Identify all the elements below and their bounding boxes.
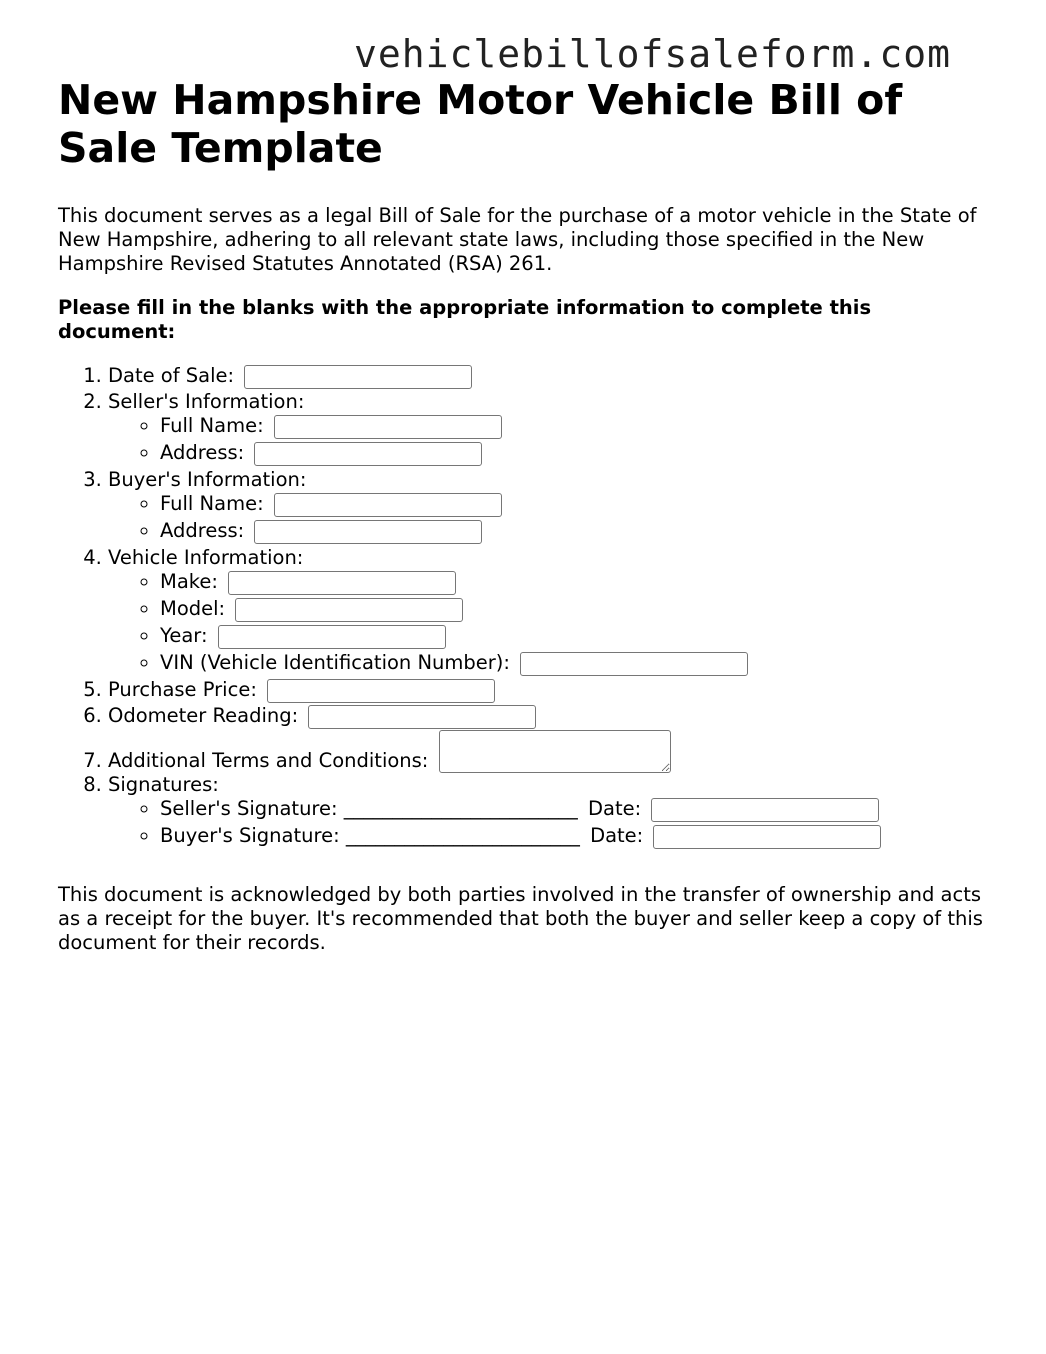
make-input[interactable] [228,571,456,595]
buyer-full-name-input[interactable] [274,493,502,517]
vin-label: VIN (Vehicle Identification Number): [160,651,510,674]
purchase-price-label: Purchase Price: [108,678,257,701]
seller-date-label: Date: [588,797,642,820]
buyer-info-sublist [108,492,988,546]
vehicle-info-label: Vehicle Information: [108,546,304,569]
list-item-seller-full-name [160,414,988,441]
signatures-sublist [108,797,988,851]
document-body [58,76,988,955]
list-item-seller-address [160,441,988,468]
purchase-price-input[interactable] [267,679,495,703]
site-watermark: vehiclebillofsaleform.com [354,32,951,76]
seller-signature-line: ________________________ [343,797,578,820]
buyer-date-label: Date: [590,824,644,847]
list-item-odometer [108,704,988,730]
list-item-date-of-sale [108,364,988,390]
list-item-purchase-price [108,678,988,704]
make-label: Make: [160,570,218,593]
model-input[interactable] [235,598,463,622]
model-label: Model: [160,597,226,620]
year-input[interactable] [218,625,446,649]
additional-terms-label: Additional Terms and Conditions: [108,749,429,772]
buyer-full-name-label: Full Name: [160,492,264,515]
date-of-sale-input[interactable] [244,365,472,389]
buyer-info-label: Buyer's Information: [108,468,307,491]
list-item-seller-signature [160,797,988,824]
list-item-buyer-address [160,519,988,546]
buyer-signature-line: ________________________ [345,824,580,847]
year-label: Year: [160,624,208,647]
form-list [58,364,988,851]
buyer-address-label: Address: [160,519,245,542]
list-item-buyer-full-name [160,492,988,519]
list-item-buyer-info [108,468,988,546]
list-item-signatures [108,773,988,851]
list-item-year [160,624,988,651]
buyer-signature-label: Buyer's Signature: [160,824,340,847]
odometer-label: Odometer Reading: [108,704,299,727]
seller-info-sublist [108,414,988,468]
intro-paragraph: This document serves as a legal Bill of Sale for the purchase of a motor vehicle in the State of New Hampshire, adhering to all relevant state laws, including those specified in the New Hampshire Revised Statutes Annotated (RSA) 261. [58,204,977,275]
vin-input[interactable] [520,652,748,676]
seller-signature-date-input[interactable] [651,798,879,822]
list-item-buyer-signature [160,824,988,851]
seller-address-input[interactable] [254,442,482,466]
list-item-additional-terms [108,730,988,773]
seller-full-name-input[interactable] [274,415,502,439]
buyer-signature-date-input[interactable] [653,825,881,849]
vehicle-info-sublist [108,570,988,678]
list-item-make [160,570,988,597]
list-item-model [160,597,988,624]
buyer-address-input[interactable] [254,520,482,544]
page-title: New Hampshire Motor Vehicle Bill of Sale Template [58,76,903,172]
seller-address-label: Address: [160,441,245,464]
seller-signature-label: Seller's Signature: [160,797,338,820]
seller-info-label: Seller's Information: [108,390,305,413]
seller-full-name-label: Full Name: [160,414,264,437]
closing-paragraph: This document is acknowledged by both parties involved in the transfer of ownership and acts as a receipt for the buyer. It's recommended that both the buyer and seller keep a copy of this document for their records. [58,883,983,954]
instructions-paragraph: Please fill in the blanks with the appropriate information to complete this document: [58,296,872,343]
list-item-vin [160,651,988,678]
signatures-label: Signatures: [108,773,219,796]
list-item-seller-info [108,390,988,468]
additional-terms-textarea[interactable] [439,730,671,773]
odometer-input[interactable] [308,705,536,729]
list-item-vehicle-info [108,546,988,678]
date-of-sale-label: Date of Sale: [108,364,235,387]
